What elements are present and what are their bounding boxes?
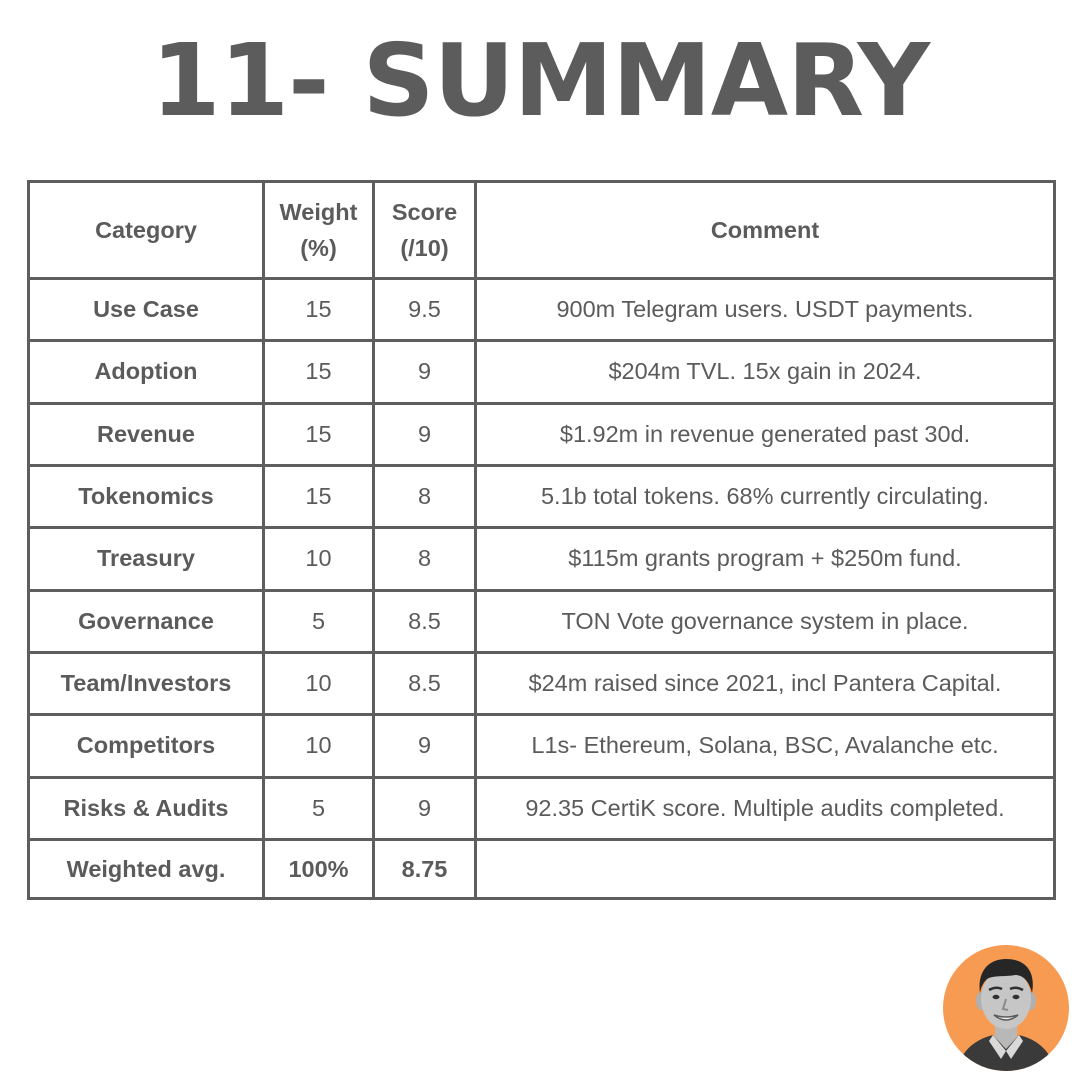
- cell-score: 8: [374, 528, 476, 590]
- table-footer: [29, 840, 1055, 899]
- cell-weight: 15: [264, 465, 374, 527]
- cell-category: Use Case: [29, 279, 264, 341]
- header-score-line1: Score: [391, 199, 458, 225]
- footer-score: 8.75: [374, 840, 476, 899]
- cell-comment: 92.35 CertiK score. Multiple audits completed.: [476, 777, 1055, 839]
- cell-weight: 15: [264, 403, 374, 465]
- footer-category: Weighted avg.: [29, 840, 264, 899]
- cell-comment: $1.92m in revenue generated past 30d.: [476, 403, 1055, 465]
- table-row: [29, 528, 1055, 590]
- cell-weight: 10: [264, 715, 374, 777]
- person-avatar-icon: [943, 945, 1069, 1071]
- avatar: [943, 945, 1069, 1071]
- header-weight: [264, 182, 374, 279]
- table-row: [29, 279, 1055, 341]
- header-score-line2: (/10): [400, 235, 449, 261]
- header-category: Category: [29, 182, 264, 279]
- cell-comment: 5.1b total tokens. 68% currently circulating.: [476, 465, 1055, 527]
- cell-comment: TON Vote governance system in place.: [476, 590, 1055, 652]
- footer-comment: [476, 840, 1055, 899]
- cell-category: Risks & Audits: [29, 777, 264, 839]
- header-weight-line1: Weight: [279, 199, 358, 225]
- cell-category: Revenue: [29, 403, 264, 465]
- cell-weight: 15: [264, 341, 374, 403]
- cell-score: 9: [374, 715, 476, 777]
- header-row: [29, 182, 1055, 279]
- cell-comment: L1s- Ethereum, Solana, BSC, Avalanche etc.: [476, 715, 1055, 777]
- cell-weight: 15: [264, 279, 374, 341]
- cell-score: 9: [374, 777, 476, 839]
- table-body: [29, 279, 1055, 840]
- cell-score: 8.5: [374, 590, 476, 652]
- page-title: 11- SUMMARY: [150, 22, 930, 139]
- table-row: [29, 465, 1055, 527]
- table-row: [29, 777, 1055, 839]
- cell-category: Tokenomics: [29, 465, 264, 527]
- cell-category: Competitors: [29, 715, 264, 777]
- weighted-average-row: [29, 840, 1055, 899]
- cell-weight: 5: [264, 777, 374, 839]
- cell-comment: $115m grants program + $250m fund.: [476, 528, 1055, 590]
- cell-comment: $204m TVL. 15x gain in 2024.: [476, 341, 1055, 403]
- cell-comment: 900m Telegram users. USDT payments.: [476, 279, 1055, 341]
- cell-score: 8.5: [374, 652, 476, 714]
- table-row: [29, 715, 1055, 777]
- table-header: [29, 182, 1055, 279]
- cell-category: Adoption: [29, 341, 264, 403]
- cell-weight: 10: [264, 528, 374, 590]
- summary-table: [27, 180, 1056, 900]
- cell-score: 9.5: [374, 279, 476, 341]
- header-comment: Comment: [476, 182, 1055, 279]
- cell-score: 8: [374, 465, 476, 527]
- cell-score: 9: [374, 341, 476, 403]
- table-row: [29, 341, 1055, 403]
- cell-category: Governance: [29, 590, 264, 652]
- cell-category: Team/Investors: [29, 652, 264, 714]
- cell-weight: 5: [264, 590, 374, 652]
- header-score: [374, 182, 476, 279]
- footer-weight: 100%: [264, 840, 374, 899]
- cell-score: 9: [374, 403, 476, 465]
- table-row: [29, 590, 1055, 652]
- cell-comment: $24m raised since 2021, incl Pantera Capital.: [476, 652, 1055, 714]
- cell-category: Treasury: [29, 528, 264, 590]
- table-row: [29, 652, 1055, 714]
- cell-weight: 10: [264, 652, 374, 714]
- table-row: [29, 403, 1055, 465]
- header-weight-line2: (%): [300, 235, 337, 261]
